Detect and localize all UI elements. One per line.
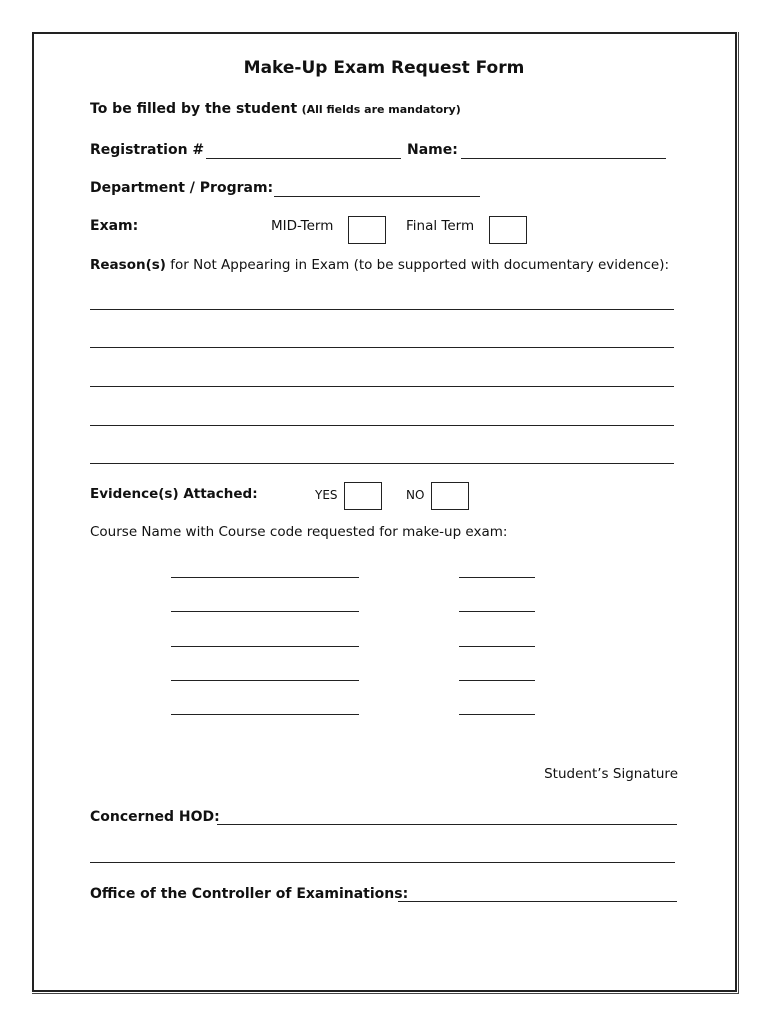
- course-name-line-2[interactable]: [171, 611, 359, 612]
- finalterm-label: Final Term: [406, 218, 475, 234]
- reason-label: Reason(s): [90, 257, 166, 273]
- mandatory-note: (All fields are mandatory): [301, 103, 461, 116]
- finalterm-checkbox[interactable]: [489, 216, 527, 244]
- course-name-line-4[interactable]: [171, 680, 359, 681]
- course-code-line-1[interactable]: [459, 577, 535, 578]
- student-heading: To be filled by the student: [90, 101, 298, 117]
- course-code-line-4[interactable]: [459, 680, 535, 681]
- no-checkbox[interactable]: [431, 482, 469, 510]
- form-title: Make-Up Exam Request Form: [243, 58, 525, 78]
- reason-text: for Not Appearing in Exam (to be supported with documentary evidence):: [170, 257, 670, 273]
- registration-field[interactable]: [206, 158, 401, 159]
- student-heading-row: [90, 101, 461, 117]
- registration-label: Registration #: [90, 142, 205, 158]
- hod-label: Concerned HOD:: [90, 809, 220, 825]
- signature-label: Student’s Signature: [544, 766, 678, 782]
- name-field[interactable]: [461, 158, 666, 159]
- name-label: Name:: [407, 142, 458, 158]
- yes-checkbox[interactable]: [344, 482, 382, 510]
- exam-label: Exam:: [90, 218, 139, 234]
- course-code-line-5[interactable]: [459, 714, 535, 715]
- course-code-line-2[interactable]: [459, 611, 535, 612]
- controller-label: Office of the Controller of Examinations:: [90, 886, 409, 902]
- midterm-label: MID-Term: [271, 218, 334, 234]
- course-name-line-3[interactable]: [171, 646, 359, 647]
- evidence-label: Evidence(s) Attached:: [90, 486, 258, 502]
- course-name-line-1[interactable]: [171, 577, 359, 578]
- no-label: NO: [406, 488, 425, 502]
- course-label: Course Name with Course code requested for make-up exam:: [90, 524, 508, 540]
- reason-line-3[interactable]: [90, 386, 674, 387]
- reason-line-4[interactable]: [90, 425, 674, 426]
- reason-row: [90, 257, 669, 273]
- yes-label: YES: [315, 488, 338, 502]
- form-border: [32, 32, 737, 992]
- hod-extra-line[interactable]: [90, 862, 675, 863]
- department-field[interactable]: [274, 196, 480, 197]
- reason-line-5[interactable]: [90, 463, 674, 464]
- reason-line-2[interactable]: [90, 347, 674, 348]
- department-label: Department / Program:: [90, 180, 274, 196]
- course-code-line-3[interactable]: [459, 646, 535, 647]
- controller-field[interactable]: [398, 901, 677, 902]
- course-name-line-5[interactable]: [171, 714, 359, 715]
- midterm-checkbox[interactable]: [348, 216, 386, 244]
- reason-line-1[interactable]: [90, 309, 674, 310]
- hod-field[interactable]: [217, 824, 677, 825]
